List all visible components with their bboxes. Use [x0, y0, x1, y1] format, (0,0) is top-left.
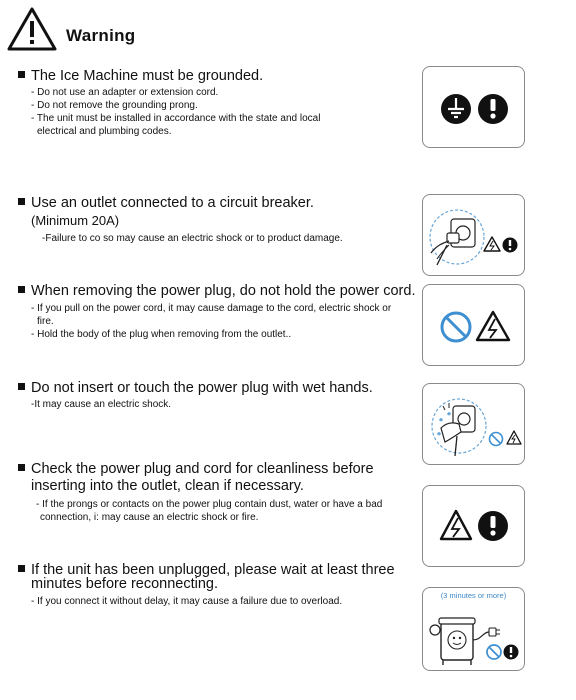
prohibited-icon [487, 645, 501, 659]
section-heading: The Ice Machine must be grounded. [31, 68, 264, 84]
illustration-caption: (3 minutes or more) [440, 591, 507, 600]
ground-symbol-icon [441, 94, 471, 124]
section-reconnect-wait [18, 563, 395, 608]
bullet [18, 565, 25, 572]
bullet [18, 383, 25, 390]
section-wet-hands [18, 380, 373, 411]
section-heading: If the unit has been unplugged, please wait at least three [31, 562, 395, 578]
bullet [18, 286, 25, 293]
mandatory-exclamation-icon [478, 94, 508, 124]
electric-shock-warning-icon [441, 511, 471, 539]
note-line: - Hold the body of the plug when removing from the outlet.. [31, 329, 292, 340]
section-heading: Do not insert or touch the power plug with wet hands. [31, 380, 373, 396]
mandatory-exclamation-icon [478, 511, 508, 541]
prohibited-icon [442, 313, 470, 341]
section-heading: Check the power plug and cord for cleanliness before [31, 461, 374, 477]
note-line: - If you connect it without delay, it may cause a failure due to overload. [31, 596, 343, 607]
section-heading-line2: (Minimum 20A) [31, 213, 120, 228]
mandatory-exclamation-icon [504, 645, 519, 660]
note-line: - Do not remove the grounding prong. [31, 100, 198, 111]
note-line: - If the prongs or contacts on the power plug contain dust, water or have a bad [36, 499, 383, 510]
circuit-breaker-icon-panel [422, 194, 525, 276]
warning-triangle-icon [6, 6, 58, 52]
note-line: - Do not use an adapter or extension cord. [31, 87, 219, 98]
page-title: Warning [66, 26, 136, 45]
bullet [18, 198, 25, 205]
note-line: fire. [37, 316, 54, 327]
section-power-cord [18, 283, 415, 341]
note-line: electrical and plumbing codes. [37, 126, 172, 137]
section-plug-cleanliness [18, 461, 382, 524]
section-heading: When removing the power plug, do not hold the power cord. [31, 283, 416, 299]
note-line: connection, i: may cause an electric shock or fire. [40, 512, 259, 523]
outlet-plug-illustration [430, 210, 484, 265]
mandatory-exclamation-icon [503, 238, 518, 253]
grounding-icon-panel [422, 66, 525, 148]
bullet [18, 71, 25, 78]
plug-cleanliness-icon-panel [422, 485, 525, 567]
wet-hands-icon-panel [422, 383, 525, 465]
note-line: - If you pull on the power cord, it may cause damage to the cord, electric shock or [31, 303, 392, 314]
section-circuit-breaker [18, 195, 343, 245]
wet-hand-plug-illustration [432, 399, 486, 456]
section-grounding [18, 68, 320, 138]
electric-shock-warning-icon [507, 431, 521, 444]
section-heading: Use an outlet connected to a circuit breaker. [31, 195, 314, 211]
section-heading-line2: minutes before reconnecting. [31, 576, 218, 592]
prohibited-icon [490, 433, 503, 446]
electric-shock-warning-icon [484, 237, 500, 251]
section-heading-line2: inserting into the outlet, clean if necessary. [31, 478, 304, 494]
power-cord-icon-panel [422, 284, 525, 366]
reconnect-wait-icon-panel [422, 587, 525, 671]
bullet [18, 464, 25, 471]
note-line: -It may cause an electric shock. [31, 399, 172, 410]
note-line: -Failure to co so may cause an electric shock or to product damage. [42, 233, 343, 244]
note-line: - The unit must be installed in accordance with the state and local [31, 113, 321, 124]
electric-shock-warning-icon [477, 312, 509, 340]
